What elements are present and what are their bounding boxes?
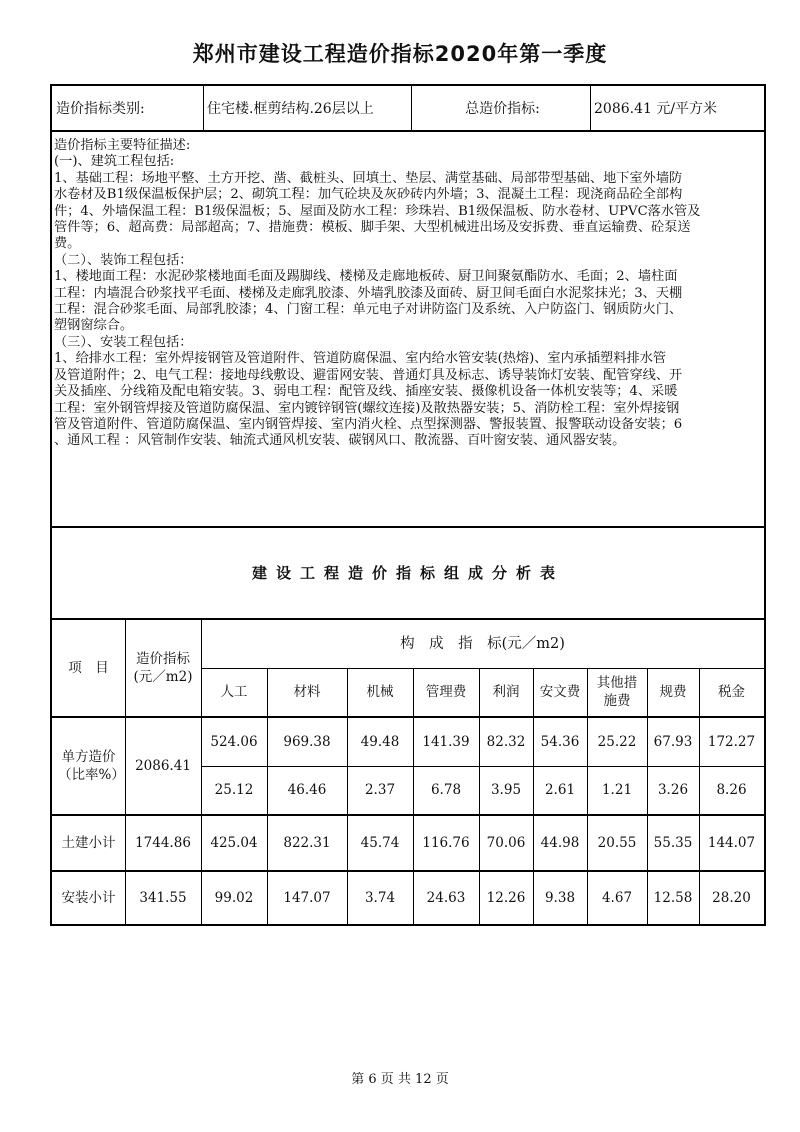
col-header-safety: 安文费: [539, 684, 581, 700]
table-cell: 49.48: [360, 734, 400, 750]
index-sheet: [50, 84, 766, 926]
table-cell: 45.74: [360, 835, 400, 851]
feature-description: [52, 132, 764, 450]
col-header-fees: 规费: [659, 684, 687, 700]
table-cell: 4.67: [601, 890, 633, 906]
index-header-line1: 造价指标: [136, 651, 190, 667]
table-cell: 20.55: [597, 835, 637, 851]
index-header: [125, 620, 201, 716]
col-header-labor: 人工: [220, 684, 248, 700]
ratio-cell: 6.78: [430, 782, 462, 798]
row-index-unit-cost: 2086.41: [135, 758, 191, 774]
total-value: 2086.41 元/平方米: [594, 101, 718, 117]
table-cell: 147.07: [283, 890, 331, 906]
row-index-civil-subtotal: 1744.86: [135, 835, 191, 851]
section-heading: （二）、装饰工程包括：: [54, 252, 193, 268]
col-header-machinery: 机械: [366, 684, 394, 700]
table-cell: 9.38: [544, 890, 576, 906]
table-cell: 24.63: [426, 890, 466, 906]
total-label: 总造价指标:: [465, 101, 540, 117]
table-cell: 3.74: [364, 890, 396, 906]
col-header-tax: 税金: [718, 684, 745, 700]
table-cell: 144.07: [707, 835, 756, 851]
description-line: 关及插座、分线箱及配电箱安装。3、弱电工程：配管及线、插座安装、摄像机设备一体机安装等；4、采暖: [54, 384, 678, 400]
col-header-material: 材料: [293, 684, 321, 700]
col-header-profit: 利润: [492, 684, 520, 700]
description-line: 1、基础工程：场地平整、土方开挖、凿、截桩头、回填土、垫层、满堂基础、局部带型基础、地下室外墙防: [54, 170, 683, 186]
row-label-unit-cost: 单方造价（比率%）: [58, 749, 125, 783]
table-cell: 70.06: [486, 835, 526, 851]
item-header: 项 目: [68, 660, 109, 676]
description-line: 1、给排水工程：室外焊接钢管及管道附件、管道防腐保温、室内给水管安装(热熔)、室内承插塑料排水管: [54, 351, 667, 367]
description-line: 及管道附件；2、电气工程：接地母线敷设、避雷网安装、普通灯具及标志、诱导装饰灯安装、配管穿线、开: [54, 367, 683, 383]
category-value: 住宅楼.框剪结构.26层以上: [207, 101, 374, 117]
table-cell: 67.93: [653, 734, 693, 750]
description-line: 、通风工程 ：风管制作安装、轴流式通风机安装、碳钢风口、散流器、百叶窗安装、通风器安装。: [54, 433, 626, 449]
description-line: 塑钢窗综合。: [54, 318, 134, 334]
table-cell: 969.38: [283, 734, 331, 750]
description-line: 工程：室外钢管焊接及管道防腐保温、室内镀锌钢管(螺纹连接)及散热器安装；5、消防栓工程：室外焊接钢: [54, 400, 680, 416]
table-cell: 524.06: [210, 734, 258, 750]
description-line: 件；4、外墙保温工程：B1级保温板；5、屋面及防水工程：珍珠岩、B1级保温板、防水卷材、UPVC落水管及: [54, 203, 701, 219]
row-label-civil-subtotal: 土建小计: [61, 835, 116, 851]
page-number: 第 6 页 共 12 页: [351, 1072, 449, 1087]
ratio-cell: 3.26: [657, 782, 689, 798]
row-label-install-subtotal: 安装小计: [61, 890, 116, 906]
table-cell: 425.04: [210, 835, 258, 851]
table-cell: 82.32: [486, 734, 526, 750]
table-cell: 172.27: [707, 734, 756, 750]
table-cell: 12.26: [486, 890, 526, 906]
row-index-install-subtotal: 341.55: [139, 890, 187, 906]
page-title: 郑州市建设工程造价指标2020年第一季度: [192, 42, 608, 66]
description-line: 管及管道附件、管道防腐保温、室内钢管焊接、室内消火栓、点型探测器、警报装置、报警联动设备安装；6: [54, 416, 683, 432]
index-header-line2: (元／m2): [133, 669, 193, 685]
category-label: 造价指标类别:: [56, 101, 145, 117]
ratio-cell: 2.61: [544, 782, 576, 798]
table-cell: 116.76: [422, 835, 470, 851]
section-heading: （三）、安装工程包括：: [54, 334, 193, 350]
composition-header: 构 成 指 标(元／m2): [400, 636, 565, 652]
table-cell: 55.35: [653, 835, 693, 851]
ratio-cell: 46.46: [287, 782, 327, 798]
table-cell: 28.20: [712, 890, 751, 906]
ratio-cell: 1.21: [601, 782, 633, 798]
table-cell: 44.98: [540, 835, 580, 851]
ratio-cell: 3.95: [490, 782, 522, 798]
description-line: 1、楼地面工程：水泥砂浆楼地面毛面及踢脚线、楼梯及走廊地板砖、厨卫间聚氨酯防水、毛面；2、墙柱面: [54, 269, 678, 285]
description-line: 工程：内墙混合砂浆找平毛面、楼梯及走廊乳胶漆、外墙乳胶漆及面砖、厨卫间毛面白水泥浆抹光；3、天棚: [54, 285, 683, 301]
table-cell: 54.36: [540, 734, 580, 750]
col-header-management: 管理费: [425, 684, 467, 700]
col-header-other-measures: 其他措施费: [596, 675, 638, 709]
table-cell: 12.58: [653, 890, 693, 906]
ratio-cell: 2.37: [364, 782, 396, 798]
description-line: 费。: [54, 236, 81, 252]
table-cell: 99.02: [214, 890, 254, 906]
ratio-cell: 8.26: [716, 782, 747, 798]
analysis-table-title: 建设工程造价指标组成分析表: [251, 563, 564, 582]
table-cell: 25.22: [597, 734, 637, 750]
description-line: 水卷材及B1级保温板保护层；2、砌筑工程：加气砼块及灰砂砖内外墙；3、混凝土工程：现浇商品砼全部构: [54, 187, 683, 203]
ratio-cell: 25.12: [214, 782, 254, 798]
description-line: 管件等；6、超高费：局部超高；7、措施费：模板、脚手架、大型机械进出场及安拆费、垂直运输费、砼泵送: [54, 220, 691, 236]
table-cell: 822.31: [283, 835, 331, 851]
description-line: 工程：混合砂浆毛面、局部乳胶漆；4、门窗工程：单元电子对讲防盗门及系统、入户防盗门、钢质防火门、: [54, 302, 683, 318]
section-heading: (一)、建筑工程包括:: [54, 154, 175, 170]
description-intro: 造价指标主要特征描述:: [54, 138, 191, 153]
table-cell: 141.39: [422, 734, 470, 750]
